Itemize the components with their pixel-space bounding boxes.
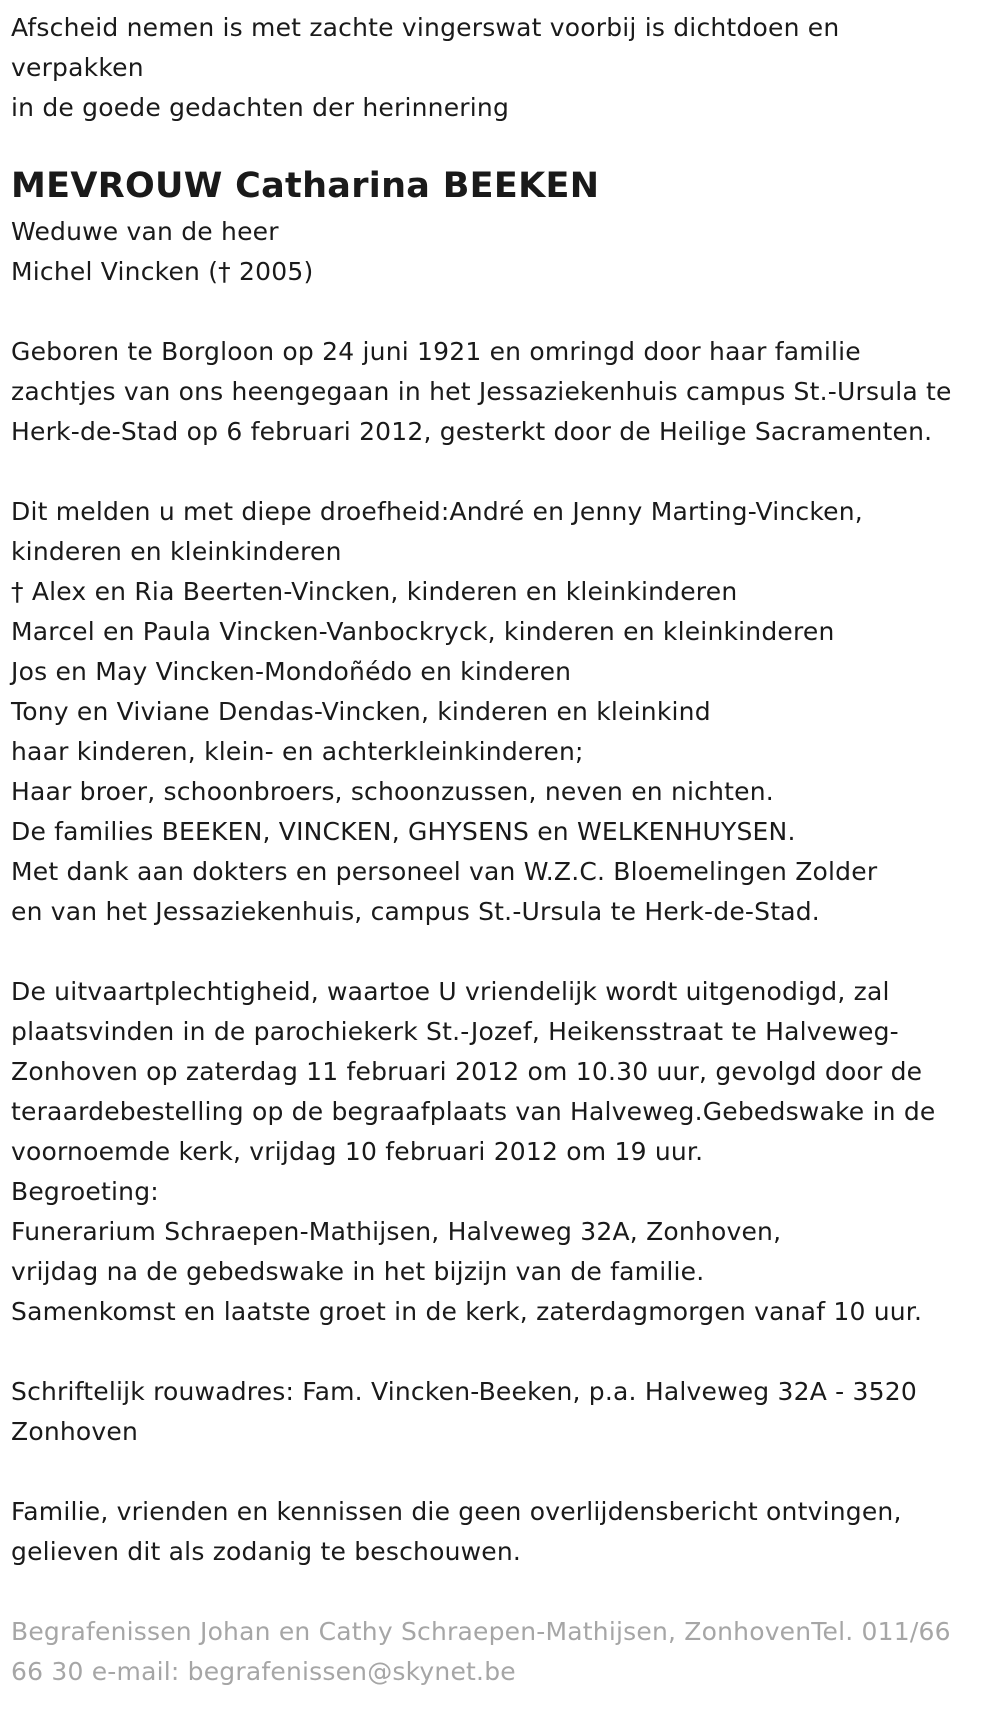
widow-line-1: Weduwe van de heer (11, 217, 279, 246)
spacer (11, 452, 990, 492)
birth-death-paragraph (11, 332, 990, 452)
funeral-line: Begroeting: (11, 1177, 159, 1206)
spacer (11, 292, 990, 332)
funeral-line: De uitvaartplechtigheid, waartoe U vriendelijk wordt uitgenodigd, zal (11, 977, 890, 1006)
funeral-line: teraardebestelling op de begraafplaats van Halveweg.Gebedswake in de (11, 1097, 936, 1126)
notice-paragraph (11, 1492, 990, 1572)
family-line: kinderen en kleinkinderen (11, 537, 342, 566)
widow-of (11, 212, 990, 292)
widow-line-2: Michel Vincken († 2005) (11, 257, 314, 286)
notice-line-1: Familie, vrienden en kennissen die geen overlijdensbericht ontvingen, (11, 1497, 902, 1526)
family-line: Met dank aan dokters en personeel van W.Z.C. Bloemelingen Zolder (11, 857, 878, 886)
family-line: Haar broer, schoonbroers, schoonzussen, neven en nichten. (11, 777, 774, 806)
intro-verse (11, 8, 990, 128)
intro-line-2: verpakken (11, 53, 144, 82)
notice-line-2: gelieven dit als zodanig te beschouwen. (11, 1537, 522, 1566)
spacer (11, 932, 990, 972)
funeral-details (11, 972, 990, 1332)
family-line: Jos en May Vincken-Mondoñédo en kinderen (11, 657, 572, 686)
family-line: De families BEEKEN, VINCKEN, GHYSENS en WELKENHUYSEN. (11, 817, 796, 846)
family-line: en van het Jessaziekenhuis, campus St.-Ursula te Herk-de-Stad. (11, 897, 820, 926)
funeral-line: Zonhoven op zaterdag 11 februari 2012 om 10.30 uur, gevolgd door de (11, 1057, 923, 1086)
intro-line-3: in de goede gedachten der herinnering (11, 93, 510, 122)
intro-line-1: Afscheid nemen is met zachte vingerswat voorbij is dichtdoen en (11, 13, 840, 42)
family-announcement (11, 492, 990, 932)
birth-line-1: Geboren te Borgloon op 24 juni 1921 en omringd door haar familie (11, 337, 861, 366)
spacer (11, 1572, 990, 1612)
family-line: Marcel en Paula Vincken-Vanbockryck, kinderen en kleinkinderen (11, 617, 835, 646)
funeral-line: Funerarium Schraepen-Mathijsen, Halveweg 32A, Zonhoven, (11, 1217, 782, 1246)
funeral-home-footer (11, 1612, 990, 1692)
spacer (11, 1452, 990, 1492)
funeral-line: plaatsvinden in de parochiekerk St.-Jozef, Heikensstraat te Halveweg- (11, 1017, 899, 1046)
spacer (11, 1332, 990, 1372)
footer-line-2: 66 30 e-mail: begrafenissen@skynet.be (11, 1657, 516, 1686)
funeral-line: voornoemde kerk, vrijdag 10 februari 2012 om 19 uur. (11, 1137, 704, 1166)
address-line-1: Schriftelijk rouwadres: Fam. Vincken-Beeken, p.a. Halveweg 32A - 3520 (11, 1377, 917, 1406)
family-line: haar kinderen, klein- en achterkleinkinderen; (11, 737, 584, 766)
funeral-line: Samenkomst en laatste groet in de kerk, zaterdagmorgen vanaf 10 uur. (11, 1297, 923, 1326)
birth-line-2: zachtjes van ons heengegaan in het Jessaziekenhuis campus St.-Ursula te (11, 377, 952, 406)
family-line: Tony en Viviane Dendas-Vincken, kinderen en kleinkind (11, 697, 711, 726)
mourning-address (11, 1372, 990, 1452)
funeral-line: vrijdag na de gebedswake in het bijzijn van de familie. (11, 1257, 705, 1286)
deceased-name: MEVROUW Catharina BEEKEN (11, 166, 600, 206)
birth-line-3: Herk-de-Stad op 6 februari 2012, gesterkt door de Heilige Sacramenten. (11, 417, 933, 446)
footer-line-1: Begrafenissen Johan en Cathy Schraepen-Mathijsen, ZonhovenTel. 011/66 (11, 1617, 951, 1646)
family-line: Dit melden u met diepe droefheid:André en Jenny Marting-Vincken, (11, 497, 863, 526)
family-line: † Alex en Ria Beerten-Vincken, kinderen en kleinkinderen (11, 577, 738, 606)
address-line-2: Zonhoven (11, 1417, 139, 1446)
